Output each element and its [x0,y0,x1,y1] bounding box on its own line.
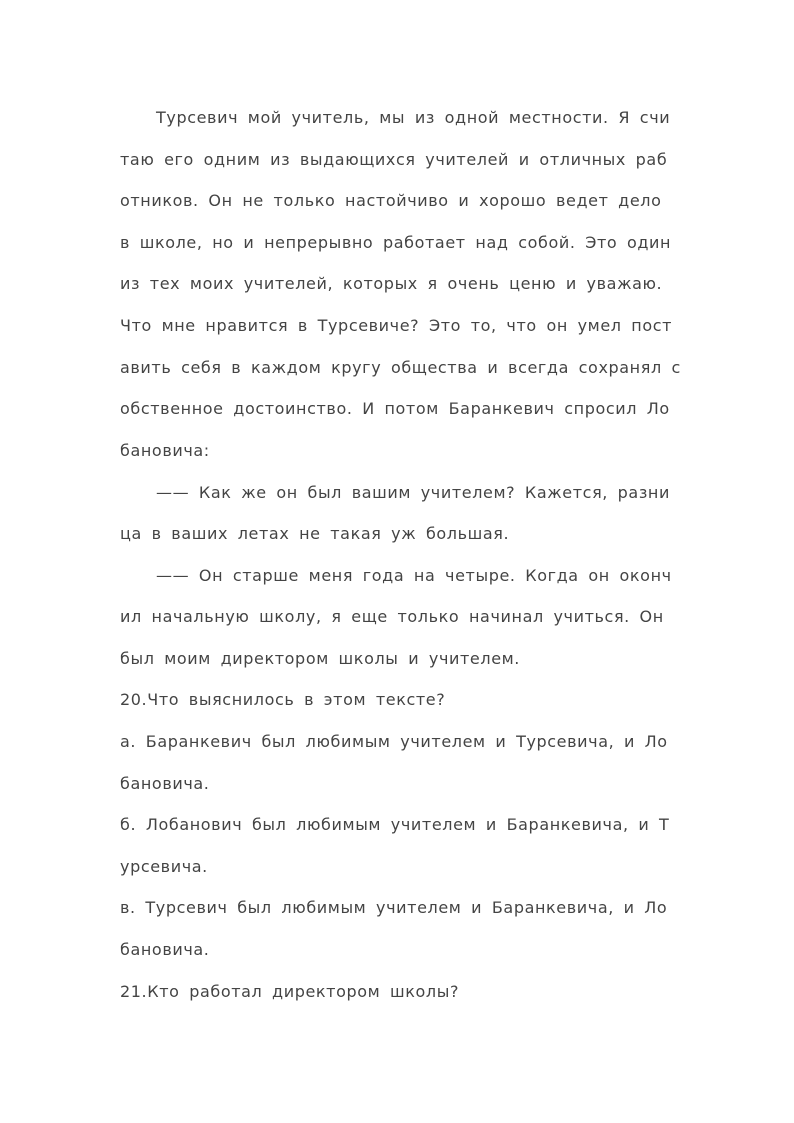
option-line: а. Баранкевич был любимым учителем и Турсевича, и Ло [120,732,668,751]
passage-line: бановича: [120,441,210,460]
passage-line: обственное достоинство. И потом Баранкевич спросил Ло [120,399,670,418]
passage-line: ца в ваших летах не такая уж большая. [120,524,510,543]
passage-line: Турсевич мой учитель, мы из одной местности. Я счи [156,108,671,127]
passage-line: таю его одним из выдающихся учителей и отличных раб [120,150,668,169]
passage-line: был моим директором школы и учителем. [120,649,520,668]
option-line: бановича. [120,940,210,959]
passage-line: отников. Он не только настойчиво и хорошо ведет дело [120,191,662,210]
question-prompt: 20.Что выяснилось в этом тексте? [120,690,446,709]
passage-line: Что мне нравится в Турсевиче? Это то, что он умел пост [120,316,673,335]
passage-line: авить себя в каждом кругу общества и всегда сохранял с [120,358,681,377]
passage-line: ил начальную школу, я еще только начинал учиться. Он [120,607,664,626]
option-line: урсевича. [120,857,208,876]
passage-line: из тех моих учителей, которых я очень ценю и уважаю. [120,274,663,293]
question-prompt: 21.Кто работал директором школы? [120,982,460,1001]
passage-line: в школе, но и непрерывно работает над собой. Это один [120,233,672,252]
option-line: бановича. [120,774,210,793]
passage-line: —— Как же он был вашим учителем? Кажется, разни [156,483,670,502]
option-line: б. Лобанович был любимым учителем и Баранкевича, и Т [120,815,670,834]
option-line: в. Турсевич был любимым учителем и Баранкевича, и Ло [120,898,668,917]
passage-line: —— Он старше меня года на четыре. Когда он оконч [156,566,672,585]
